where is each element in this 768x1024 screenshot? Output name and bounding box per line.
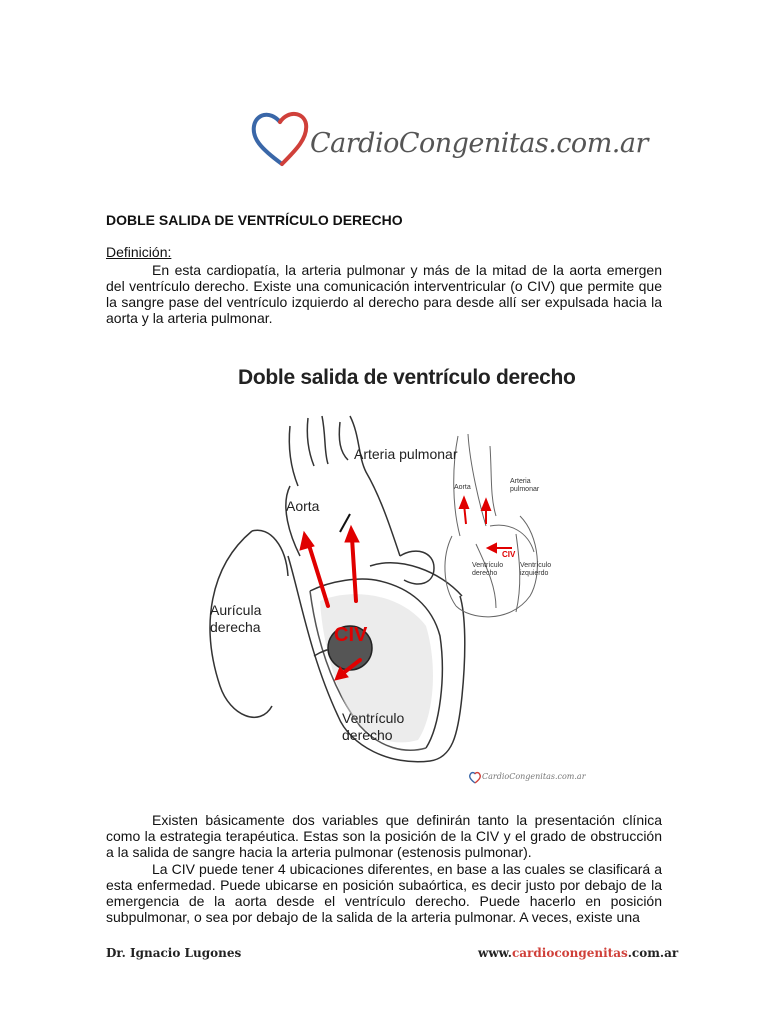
figure-watermark — [468, 770, 588, 788]
figure-title: Doble salida de ventrículo derecho — [238, 366, 576, 389]
paragraph-civ-locations: La CIV puede tener 4 ubicaciones diferentes, en base a las cuales se clasificará a esta enfermedad. Puede ubicarse en posición subaórtica, es decir justo por debajo de la emergencia de la aorta desde el ventrículo derecho. Puede hacerlo en posición subpulmonar, o sea por debajo de la salida de la arteria pulmonar. A veces, existe una — [106, 861, 662, 925]
inset-label-ventriculo-izquierdo: Ventrículo izquierdo — [520, 562, 552, 577]
logo-text: CardioCongenitas.com.ar — [310, 128, 648, 159]
label-arteria-pulmonar: Arteria pulmonar — [354, 446, 458, 462]
definition-label: Definición: — [106, 244, 172, 260]
heart-diagram-figure — [190, 356, 600, 796]
url-prefix: www. — [478, 946, 512, 960]
watermark-text: CardioCongenitas.com.ar — [482, 772, 586, 781]
url-suffix: .com.ar — [627, 946, 679, 960]
heart-logo-icon — [248, 108, 318, 170]
url-highlight: cardiocongenitas — [511, 946, 628, 960]
mini-heart-icon — [468, 771, 482, 785]
footer-website-link[interactable] — [478, 946, 678, 960]
inset-label-ventriculo-derecho: Ventrículo derecho — [472, 562, 504, 577]
footer-author: Dr. Ignacio Lugones — [106, 946, 242, 960]
label-civ: CIV — [334, 624, 368, 646]
document-title: DOBLE SALIDA DE VENTRÍCULO DERECHO — [106, 212, 403, 228]
site-logo — [248, 108, 648, 170]
paragraph-definition: En esta cardiopatía, la arteria pulmonar y más de la mitad de la aorta emergen del ventrículo derecho. Existe una comunicación interventricular (o CIV) que permite que la sangre pase del ventrículo izquierdo al derecho para desde allí ser expulsada hacia la aorta y la arteria pulmonar. — [106, 262, 662, 326]
inset-label-civ: CIV — [502, 550, 516, 559]
inset-label-arteria-pulmonar: Arteria pulmonar — [510, 478, 540, 493]
label-ventriculo-derecho: Ventrículo derecho — [342, 710, 405, 743]
inset-label-aorta: Aorta — [454, 484, 471, 491]
label-auricula-derecha: Aurícula derecha — [210, 602, 262, 635]
label-aorta: Aorta — [286, 498, 320, 514]
paragraph-variables: Existen básicamente dos variables que definirán tanto la presentación clínica como la estrategia terapéutica. Estas son la posición de la CIV y el grado de obstrucción a la salida de sangre hacia la arteria pulmonar (estenosis pulmonar). — [106, 812, 662, 860]
